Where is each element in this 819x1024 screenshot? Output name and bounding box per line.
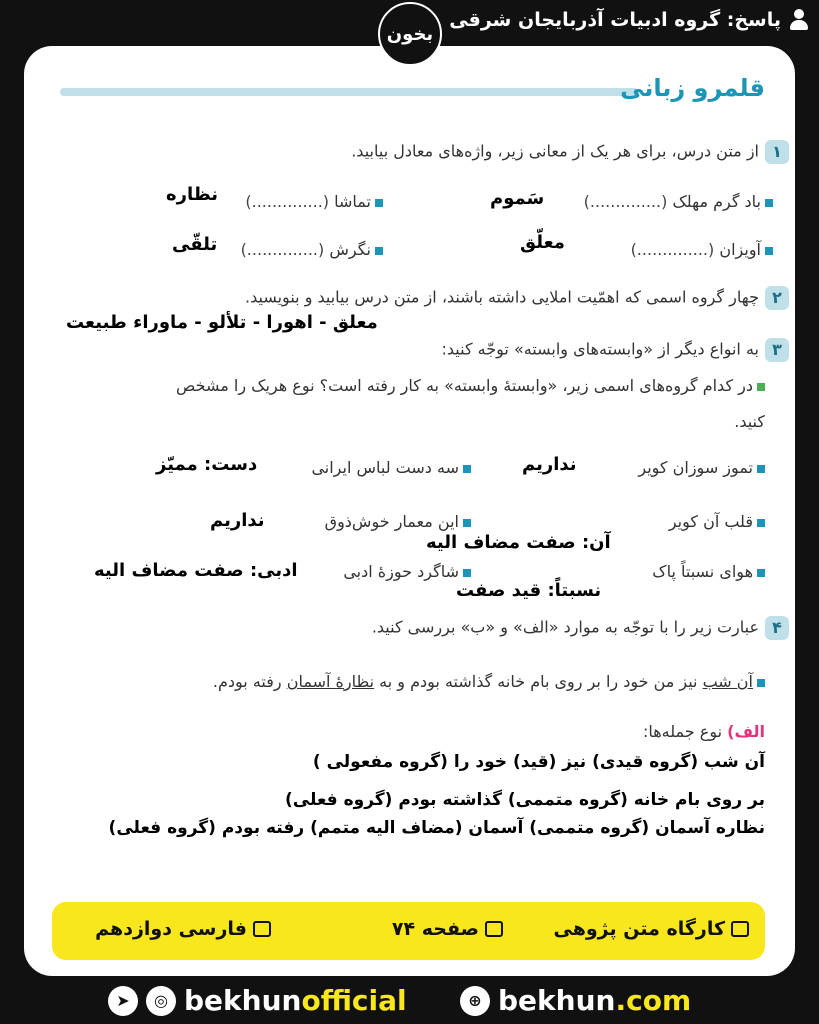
q2-answer: معلق - اهورا - تلألو - ماوراء طبیعت — [66, 312, 378, 333]
question-2 — [245, 286, 789, 310]
teacher-icon — [731, 921, 749, 937]
q1-answer-1: سَموم — [490, 188, 545, 209]
q1-item-3 — [631, 240, 773, 259]
site-text — [498, 984, 691, 1017]
logo-text: بخون — [386, 23, 434, 45]
q1-item-4 — [241, 240, 383, 259]
q4-sentence — [213, 672, 765, 691]
item-label: آویزان — [719, 240, 761, 259]
q3-answer-5: نسبتاً: قید صفت — [456, 580, 602, 601]
q1-item-1 — [584, 192, 773, 211]
question-1 — [351, 140, 789, 164]
workshop-label — [553, 918, 749, 940]
instagram-icon: ◎ — [146, 986, 176, 1016]
q1-answer-3: معلّق — [520, 232, 565, 253]
item-label: باد گرم مهلک — [672, 192, 761, 211]
graduation-cap-icon — [253, 921, 271, 937]
q3-sub-2: کنید. — [734, 412, 765, 431]
blank-dots: (..............) — [583, 192, 668, 211]
alef-label: الف) — [727, 722, 765, 741]
sentence-part: نظارهٔ آسمان — [286, 672, 375, 691]
workshop-text: کارگاه متن پژوهی — [553, 918, 725, 940]
item-label: سه دست لباس ایرانی — [311, 458, 459, 477]
question-number: ۳ — [765, 338, 789, 362]
q3-item-1 — [638, 458, 765, 477]
blank-dots: (..............) — [245, 192, 330, 211]
item-label: شاگرد حوزهٔ ادبی — [343, 562, 459, 581]
question-text: عبارت زیر را با توجّه به موارد «الف» و «ب» بررسی کنید. — [371, 617, 759, 637]
sentence-part: رفته بودم. — [212, 672, 287, 691]
q1-item-2 — [245, 192, 383, 211]
sub-text: در کدام گروه‌های اسمی زیر، «وابستهٔ وابسته» به کار رفته است؟ نوع هریک را مشخص — [176, 376, 753, 395]
book-label — [95, 918, 271, 940]
q3-answer-3: آن: صفت مضاف الیه — [426, 532, 611, 553]
item-label: تماشا — [334, 192, 371, 211]
q3-sub-1 — [176, 376, 765, 395]
item-label: قلب آن کویر — [668, 512, 753, 531]
blank-dots: (..............) — [630, 240, 715, 259]
q3-item-4 — [325, 512, 471, 531]
q1-answer-2: نظاره — [166, 184, 219, 205]
item-label: این معمار خوش‌ذوق — [324, 512, 459, 531]
q3-item-6 — [343, 562, 471, 581]
book-info-bar — [52, 902, 765, 960]
question-number: ۴ — [765, 616, 789, 640]
site-part: .com — [615, 984, 692, 1017]
telegram-icon: ➤ — [108, 986, 138, 1016]
header-title-text: پاسخ: گروه ادبیات آذربایجان شرقی — [449, 9, 781, 31]
header-title — [449, 9, 809, 31]
book-text: فارسی دوازدهم — [95, 918, 247, 940]
item-label: هوای نسبتاً پاک — [652, 562, 753, 581]
alef-text: نوع جمله‌ها: — [642, 722, 723, 741]
question-text: به انواع دیگر از «وابسته‌های وابسته» توجّه کنید: — [441, 339, 759, 359]
globe-icon: ⊕ — [460, 986, 490, 1016]
blank-dots: (..............) — [240, 240, 325, 259]
handle-part: official — [301, 984, 407, 1017]
q3-item-3 — [669, 512, 765, 531]
question-number: ۱ — [765, 140, 789, 164]
q3-answer-2: دست: ممیّز — [156, 454, 258, 475]
item-label: نگرش — [329, 240, 371, 259]
page-label — [392, 918, 503, 940]
q4-answer-3: نظاره آسمان (گروه متممی) آسمان (مضاف الیه متمم) رفته بودم (گروه فعلی) — [108, 818, 765, 838]
handle-text — [184, 984, 407, 1017]
q3-item-2 — [311, 458, 471, 477]
book-open-icon — [485, 921, 503, 937]
q3-item-5 — [652, 562, 765, 581]
website-link[interactable] — [460, 984, 691, 1017]
q3-answer-6: ادبی: صفت مضاف الیه — [94, 560, 298, 581]
question-4 — [372, 616, 789, 640]
user-icon — [789, 9, 809, 31]
question-3 — [442, 338, 789, 362]
site-part: bekhun — [498, 984, 616, 1017]
question-number: ۲ — [765, 286, 789, 310]
sentence-part: نیز من خود را بر روی بام خانه گذاشته بودم و به — [374, 672, 703, 691]
worksheet-card — [24, 46, 795, 976]
bekhun-logo — [378, 2, 442, 66]
social-handle[interactable] — [108, 984, 407, 1017]
page-text: صفحه ۷۴ — [391, 918, 479, 940]
section-title: قلمرو زبانی — [620, 74, 765, 102]
question-text: از متن درس، برای هر یک از معانی زیر، واژه‌های معادل بیابید. — [351, 141, 759, 161]
footer — [0, 978, 819, 1024]
q4-alef — [643, 722, 765, 741]
q3-answer-1: نداریم — [522, 454, 577, 475]
handle-part: bekhun — [184, 984, 302, 1017]
q4-answer-1: آن شب (گروه قیدی) نیز (قید) خود را (گروه مفعولی ) — [312, 752, 765, 772]
q4-answer-2: بر روی بام خانه (گروه متممی) گذاشته بودم (گروه فعلی) — [285, 790, 765, 810]
section-bar — [60, 88, 638, 96]
sentence-part: آن شب — [702, 672, 753, 691]
q1-answer-4: تلقّی — [172, 234, 218, 255]
question-text: چهار گروه اسمی که اهمّیت املایی داشته باشند، از متن درس بیابید و بنویسید. — [245, 287, 759, 307]
item-label: تموز سوزان کویر — [638, 458, 753, 477]
q3-answer-4: نداریم — [210, 510, 265, 531]
